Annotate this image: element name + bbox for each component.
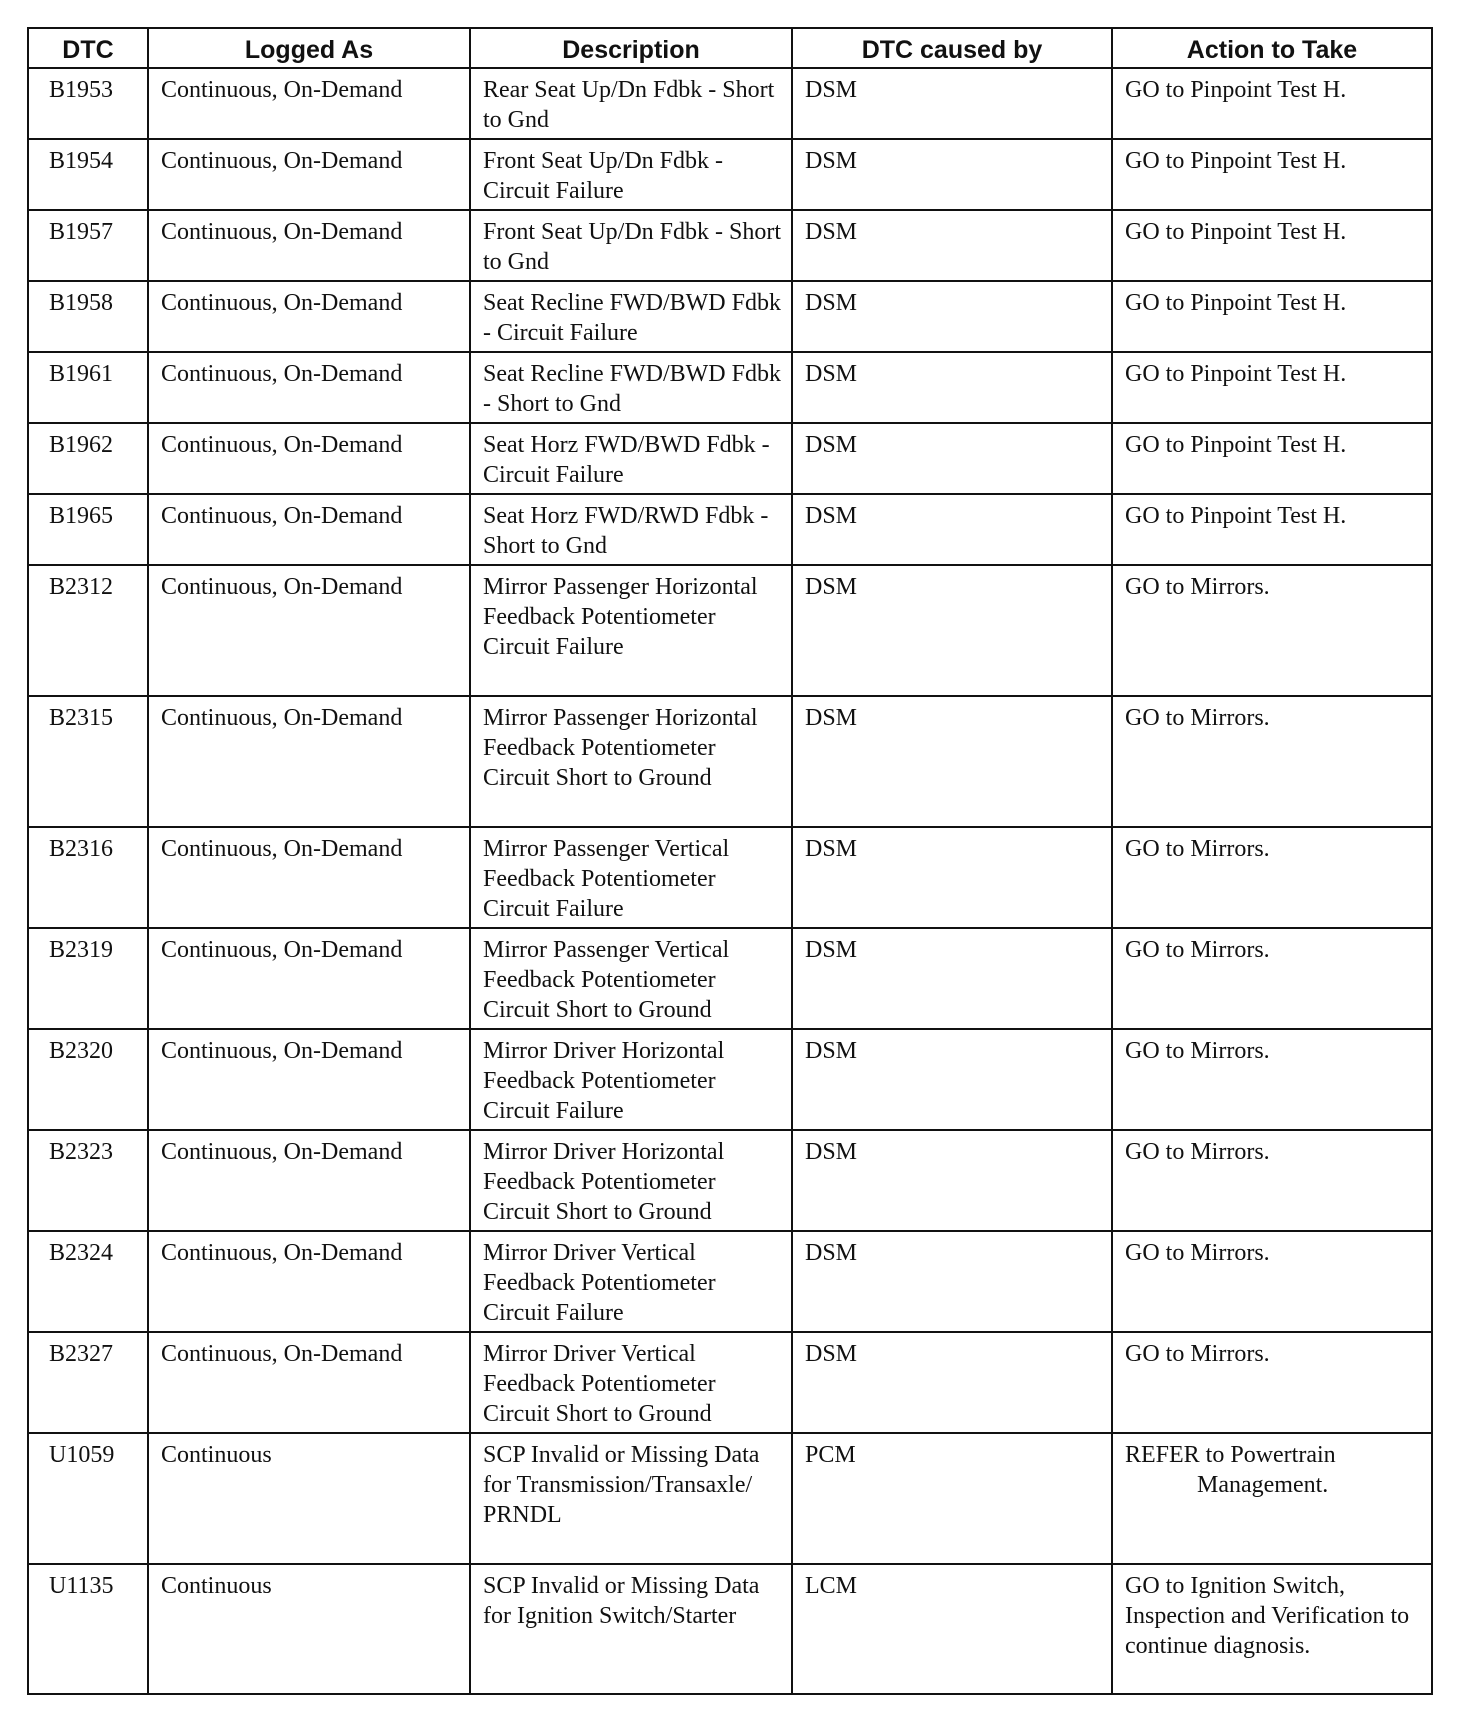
caused-by-cell: DSM — [792, 352, 1112, 423]
table-row — [28, 494, 1432, 565]
logged-as-cell: Continuous, On-Demand — [148, 1332, 470, 1433]
logged-as-cell: Continuous, On-Demand — [148, 352, 470, 423]
description-cell: Mirror Driver Vertical Feedback Potentiometer Circuit Failure — [470, 1231, 792, 1332]
caused-by-cell: DSM — [792, 494, 1112, 565]
header-dtc-caused-by: DTC caused by — [792, 28, 1112, 68]
action-text: GO to Mirrors. — [1125, 1341, 1270, 1367]
table-row — [28, 565, 1432, 696]
logged-as-cell: Continuous, On-Demand — [148, 68, 470, 139]
description-cell: Mirror Passenger Vertical Feedback Potentiometer Circuit Short to Ground — [470, 928, 792, 1029]
action-cell — [1112, 423, 1432, 494]
table-row — [28, 827, 1432, 928]
logged-as-cell: Continuous, On-Demand — [148, 928, 470, 1029]
action-text: Management. — [1197, 1472, 1329, 1498]
action-cell — [1112, 68, 1432, 139]
table-row — [28, 139, 1432, 210]
logged-as-cell: Continuous, On-Demand — [148, 281, 470, 352]
dtc-code-cell: B2327 — [28, 1332, 148, 1433]
action-cell — [1112, 210, 1432, 281]
action-text: GO to Mirrors. — [1125, 1139, 1270, 1165]
table-row — [28, 423, 1432, 494]
logged-as-cell: Continuous, On-Demand — [148, 210, 470, 281]
action-text: GO to Pinpoint Test H. — [1125, 361, 1347, 387]
dtc-code-cell: B1958 — [28, 281, 148, 352]
table-row — [28, 1564, 1432, 1694]
table-header — [28, 28, 1432, 68]
action-cell — [1112, 696, 1432, 827]
action-cell — [1112, 494, 1432, 565]
description-cell: Mirror Driver Horizontal Feedback Potentiometer Circuit Failure — [470, 1029, 792, 1130]
caused-by-cell: DSM — [792, 139, 1112, 210]
dtc-table — [27, 27, 1433, 1695]
table-row — [28, 1433, 1432, 1564]
caused-by-cell: DSM — [792, 1130, 1112, 1231]
action-text: GO to Pinpoint Test H. — [1125, 432, 1347, 458]
description-cell: SCP Invalid or Missing Data for Transmission/Transaxle/ PRNDL — [470, 1433, 792, 1564]
description-cell: Mirror Passenger Horizontal Feedback Potentiometer Circuit Short to Ground — [470, 696, 792, 827]
dtc-code-cell: B2320 — [28, 1029, 148, 1130]
logged-as-cell: Continuous, On-Demand — [148, 139, 470, 210]
caused-by-cell: PCM — [792, 1433, 1112, 1564]
description-cell: Mirror Passenger Horizontal Feedback Potentiometer Circuit Failure — [470, 565, 792, 696]
dtc-code-cell: B2316 — [28, 827, 148, 928]
action-text: GO to Mirrors. — [1125, 1240, 1270, 1266]
caused-by-cell: DSM — [792, 210, 1112, 281]
action-cell — [1112, 928, 1432, 1029]
table-row — [28, 696, 1432, 827]
dtc-code-cell: B2319 — [28, 928, 148, 1029]
table-row — [28, 68, 1432, 139]
header-logged-as: Logged As — [148, 28, 470, 68]
action-text: GO to Mirrors. — [1125, 1038, 1270, 1064]
caused-by-cell: DSM — [792, 696, 1112, 827]
action-cell — [1112, 1130, 1432, 1231]
description-cell: Seat Recline FWD/BWD Fdbk - Circuit Failure — [470, 281, 792, 352]
action-cell — [1112, 1231, 1432, 1332]
logged-as-cell: Continuous, On-Demand — [148, 494, 470, 565]
caused-by-cell: DSM — [792, 565, 1112, 696]
table-row — [28, 281, 1432, 352]
dtc-code-cell: B2324 — [28, 1231, 148, 1332]
dtc-code-cell: B2315 — [28, 696, 148, 827]
action-cell — [1112, 139, 1432, 210]
caused-by-cell: DSM — [792, 928, 1112, 1029]
description-cell: Front Seat Up/Dn Fdbk - Short to Gnd — [470, 210, 792, 281]
action-text: GO to Pinpoint Test H. — [1125, 219, 1347, 245]
description-cell: Mirror Driver Horizontal Feedback Potentiometer Circuit Short to Ground — [470, 1130, 792, 1231]
table-row — [28, 1029, 1432, 1130]
dtc-code-cell: B1962 — [28, 423, 148, 494]
logged-as-cell: Continuous, On-Demand — [148, 565, 470, 696]
description-cell: Front Seat Up/Dn Fdbk - Circuit Failure — [470, 139, 792, 210]
action-cell — [1112, 1029, 1432, 1130]
caused-by-cell: LCM — [792, 1564, 1112, 1694]
action-cell — [1112, 1564, 1432, 1694]
action-text: GO to Pinpoint Test H. — [1125, 148, 1347, 174]
logged-as-cell: Continuous, On-Demand — [148, 1231, 470, 1332]
caused-by-cell: DSM — [792, 68, 1112, 139]
table-row — [28, 210, 1432, 281]
action-text: GO to Mirrors. — [1125, 836, 1270, 862]
logged-as-cell: Continuous — [148, 1433, 470, 1564]
action-text: GO to Pinpoint Test H. — [1125, 290, 1347, 316]
action-text: GO to Mirrors. — [1125, 574, 1270, 600]
logged-as-cell: Continuous, On-Demand — [148, 423, 470, 494]
action-cell — [1112, 1433, 1432, 1564]
action-cell — [1112, 565, 1432, 696]
caused-by-cell: DSM — [792, 281, 1112, 352]
description-cell: Mirror Driver Vertical Feedback Potentiometer Circuit Short to Ground — [470, 1332, 792, 1433]
header-description: Description — [470, 28, 792, 68]
table-row — [28, 1332, 1432, 1433]
table-body — [28, 68, 1432, 1694]
caused-by-cell: DSM — [792, 423, 1112, 494]
description-cell: Mirror Passenger Vertical Feedback Potentiometer Circuit Failure — [470, 827, 792, 928]
action-text: GO to Mirrors. — [1125, 705, 1270, 731]
header-row — [28, 28, 1432, 68]
action-cell — [1112, 1332, 1432, 1433]
description-cell: Seat Horz FWD/RWD Fdbk - Short to Gnd — [470, 494, 792, 565]
dtc-code-cell: U1059 — [28, 1433, 148, 1564]
logged-as-cell: Continuous, On-Demand — [148, 827, 470, 928]
action-cell — [1112, 827, 1432, 928]
table-row — [28, 352, 1432, 423]
action-text: GO to Pinpoint Test H. — [1125, 503, 1347, 529]
dtc-code-cell: B2323 — [28, 1130, 148, 1231]
caused-by-cell: DSM — [792, 1029, 1112, 1130]
table-row — [28, 928, 1432, 1029]
dtc-code-cell: B2312 — [28, 565, 148, 696]
caused-by-cell: DSM — [792, 1231, 1112, 1332]
logged-as-cell: Continuous, On-Demand — [148, 1029, 470, 1130]
description-cell: SCP Invalid or Missing Data for Ignition Switch/Starter — [470, 1564, 792, 1694]
action-text: GO to Ignition Switch, Inspection and Verification to continue diagnosis. — [1125, 1573, 1410, 1659]
table-row — [28, 1231, 1432, 1332]
action-text: GO to Mirrors. — [1125, 937, 1270, 963]
caused-by-cell: DSM — [792, 827, 1112, 928]
logged-as-cell: Continuous, On-Demand — [148, 696, 470, 827]
action-cell — [1112, 352, 1432, 423]
dtc-code-cell: B1965 — [28, 494, 148, 565]
description-cell: Seat Horz FWD/BWD Fdbk - Circuit Failure — [470, 423, 792, 494]
header-action-to-take: Action to Take — [1112, 28, 1432, 68]
action-text: GO to Pinpoint Test H. — [1125, 77, 1347, 103]
description-cell: Rear Seat Up/Dn Fdbk - Short to Gnd — [470, 68, 792, 139]
action-cell — [1112, 281, 1432, 352]
table-row — [28, 1130, 1432, 1231]
dtc-code-cell: B1957 — [28, 210, 148, 281]
dtc-code-cell: B1954 — [28, 139, 148, 210]
dtc-code-cell: B1953 — [28, 68, 148, 139]
caused-by-cell: DSM — [792, 1332, 1112, 1433]
header-dtc: DTC — [28, 28, 148, 68]
logged-as-cell: Continuous — [148, 1564, 470, 1694]
dtc-code-cell: U1135 — [28, 1564, 148, 1694]
description-cell: Seat Recline FWD/BWD Fdbk - Short to Gnd — [470, 352, 792, 423]
action-text: REFER to Powertrain — [1125, 1442, 1336, 1468]
dtc-code-cell: B1961 — [28, 352, 148, 423]
logged-as-cell: Continuous, On-Demand — [148, 1130, 470, 1231]
